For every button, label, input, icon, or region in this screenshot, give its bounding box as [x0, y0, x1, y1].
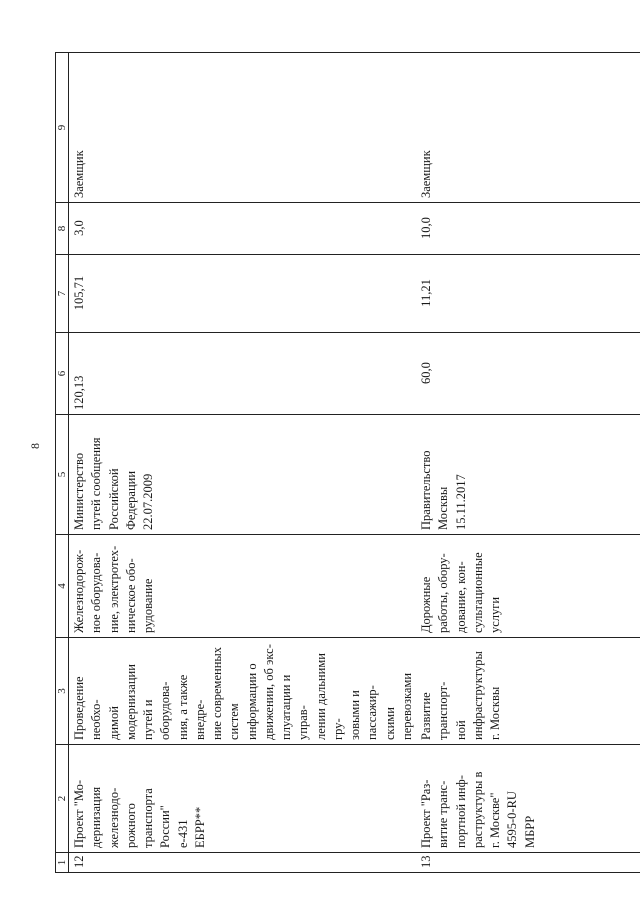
executor-date: Правительство Москвы 15.11.2017: [416, 415, 640, 535]
column-header: 4: [56, 535, 69, 638]
project-goal: Развитие транспорт- ной инфраструктуры г. Москвы: [416, 638, 640, 745]
loan-projects-table: [55, 52, 640, 873]
value-col-6: 60,0: [416, 333, 640, 415]
value-col-9: Заемщик: [69, 53, 417, 203]
row-number: 13: [416, 853, 640, 873]
supply-type: Железнодорож- ное оборудова- ние, электротех- ническое обо- рудование: [69, 535, 417, 638]
value-col-7: 11,21: [416, 255, 640, 333]
project-name: Проект "Раз- витие транс- портной инф- раструктуры в г. Москве" 4595-0-RU МБРР: [416, 745, 640, 853]
column-header: 1: [56, 853, 69, 873]
value-col-8: 3,0: [69, 203, 417, 255]
column-number-row: [56, 53, 69, 873]
column-header: 3: [56, 638, 69, 745]
column-header: 6: [56, 333, 69, 415]
value-col-7: 105,71: [69, 255, 417, 333]
column-header: 9: [56, 53, 69, 203]
value-col-6: 120,13: [69, 333, 417, 415]
supply-type: Дорожные работы, обору- дование, кон- сультационные услуги: [416, 535, 640, 638]
column-header: 2: [56, 745, 69, 853]
project-name: Проект "Мо- дернизация железнодо- рожного транспорта России" e-431 ЕБРР**: [69, 745, 417, 853]
page-number: 8: [28, 443, 42, 449]
value-col-9: Заемщик: [416, 53, 640, 203]
table-row: [69, 53, 417, 873]
column-header: 8: [56, 203, 69, 255]
column-header: 5: [56, 415, 69, 535]
project-goal: Проведение необхо- димой модернизации путей и оборудова- ния, а также внедре- ние современных систем информации о движении, об экс- плуатации и управ- лении дальними гру- зовыми и пассажир- скими перевозками: [69, 638, 417, 745]
value-col-8: 10,0: [416, 203, 640, 255]
table-row: [416, 53, 640, 873]
loan-projects-table-wrapper: [55, 53, 615, 873]
row-number: 12: [69, 853, 417, 873]
executor-date: Министерство путей сообщения Российской Федерации 22.07.2009: [69, 415, 417, 535]
column-header: 7: [56, 255, 69, 333]
